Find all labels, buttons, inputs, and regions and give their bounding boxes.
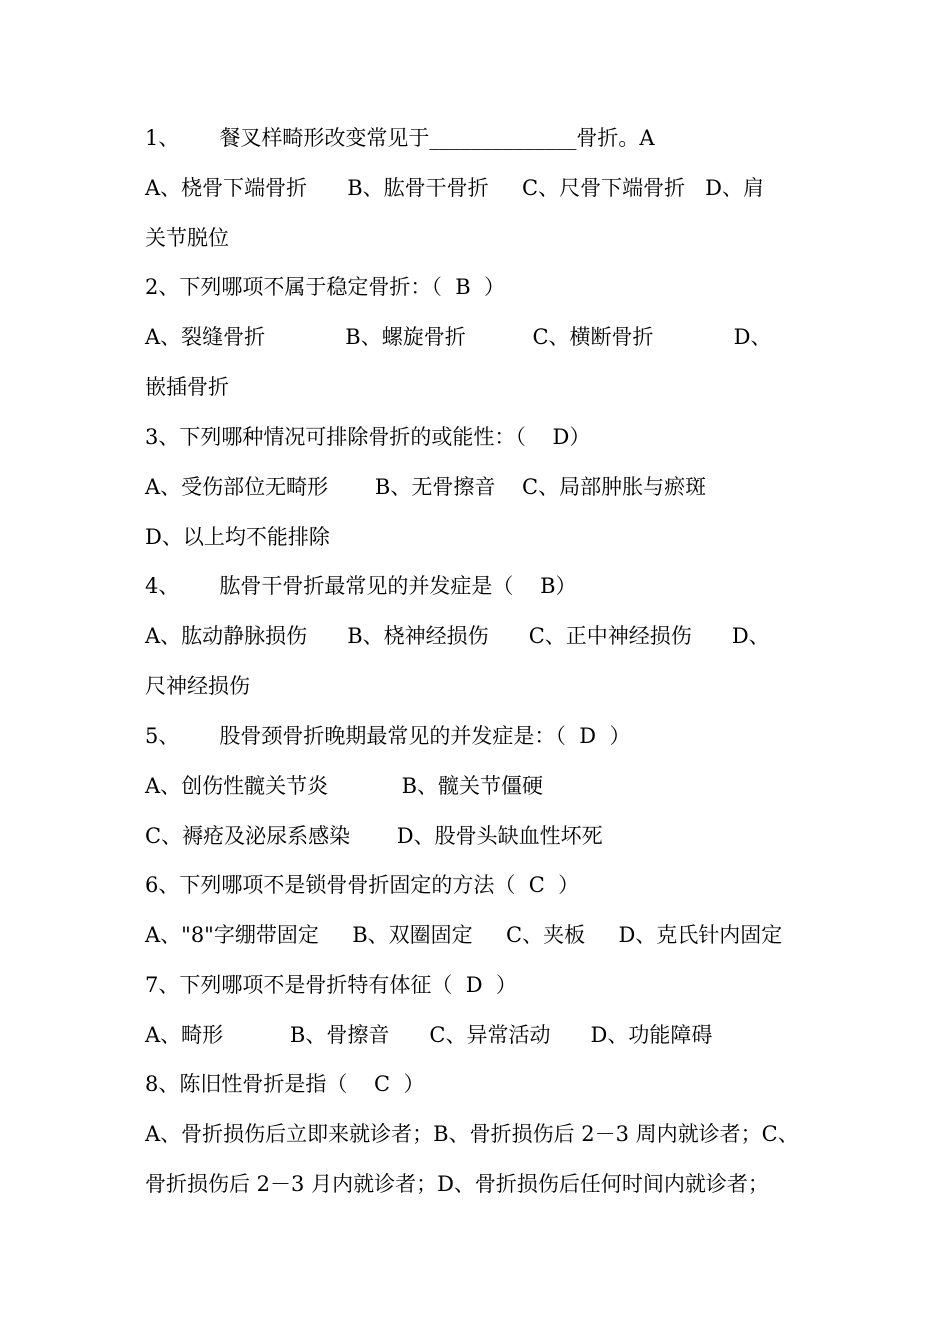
question-5-options: A、创伤性髋关节炎 B、髋关节僵硬 <box>145 774 544 798</box>
question-8-options-cont: 骨折损伤后 2－3 月内就诊者；D、骨折损伤后任何时间内就诊者； <box>145 1172 769 1196</box>
question-7-stem: 7、下列哪项不是骨折特有体征（ D ） <box>145 973 517 997</box>
question-3-options-cont: D、以上均不能排除 <box>145 525 330 549</box>
question-3-stem: 3、下列哪种情况可排除骨折的或能性：（ D） <box>145 425 591 449</box>
question-4-options: A、肱动静脉损伤 B、桡神经损伤 C、正中神经损伤 D、 <box>145 624 770 648</box>
question-2-stem: 2、下列哪项不属于稳定骨折：（ B ） <box>145 275 505 299</box>
question-5-stem: 5、 股骨颈骨折晚期最常见的并发症是：（ D ） <box>145 724 631 748</box>
question-5-options-cont: C、褥疮及泌尿系感染 D、股骨头缺血性坏死 <box>145 824 603 848</box>
question-1-stem: 1、 餐叉样畸形改变常见于______________骨折。A <box>145 126 655 150</box>
question-4-options-cont: 尺神经损伤 <box>145 674 250 698</box>
question-2-options-cont: 嵌插骨折 <box>145 375 229 399</box>
question-7-options: A、畸形 B、骨擦音 C、异常活动 D、功能障碍 <box>145 1023 713 1047</box>
question-6-options: A、"8"字绷带固定 B、双圈固定 C、夹板 D、克氏针内固定 <box>145 923 783 947</box>
question-8-options: A、骨折损伤后立即来就诊者；B、骨折损伤后 2－3 周内就诊者；C、 <box>145 1122 799 1146</box>
question-1-options: A、桡骨下端骨折 B、肱骨干骨折 C、尺骨下端骨折 D、肩 <box>145 176 764 200</box>
question-1-options-cont: 关节脱位 <box>145 226 229 250</box>
question-2-options: A、裂缝骨折 B、螺旋骨折 C、横断骨折 D、 <box>145 325 772 349</box>
question-3-options: A、受伤部位无畸形 B、无骨擦音 C、局部肿胀与瘀斑 <box>145 475 707 499</box>
question-4-stem: 4、 肱骨干骨折最常见的并发症是（ B） <box>145 574 577 598</box>
question-8-stem: 8、陈旧性骨折是指（ C ） <box>145 1072 425 1096</box>
question-6-stem: 6、下列哪项不是锁骨骨折固定的方法（ C ） <box>145 873 580 897</box>
